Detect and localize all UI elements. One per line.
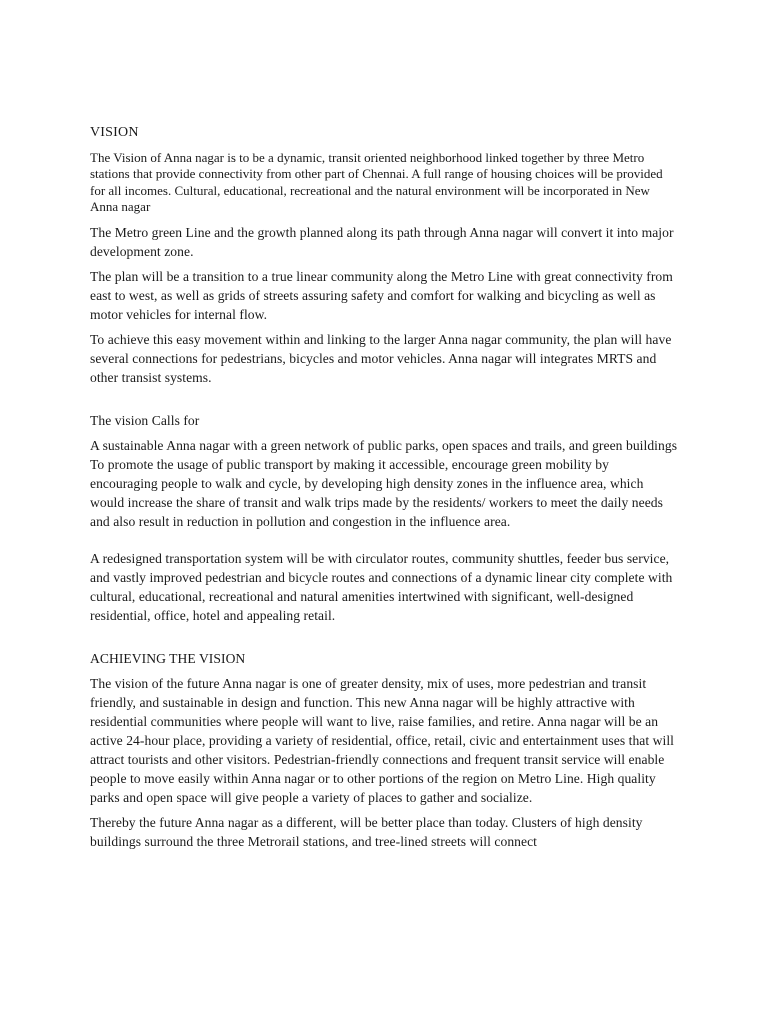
section-spacer (90, 393, 680, 411)
plan-paragraph: The plan will be a transition to a true linear community along the Metro Line with great connectivity from east to west, as well as grids of streets assuring safety and comfort for walking and bicycling as well as motor vehicles for internal flow. (90, 268, 673, 322)
redesign-paragraph: A redesigned transportation system will be with circulator routes, community shuttles, feeder bus service, and vastly improved pedestrian and bicycle routes and connections of a dynamic linear city complete with cultural, educational, recreational and natural amenities intertwined with significant, well-designed residential, office, hotel and appealing retail. (90, 550, 673, 623)
metro-paragraph: The Metro green Line and the growth planned along its path through Anna nagar will convert it into major development zone. (90, 224, 674, 259)
document-page (90, 124, 680, 857)
achieving-heading: ACHIEVING THE VISION (90, 650, 246, 666)
transport-paragraph: To promote the usage of public transport by making it accessible, encourage green mobility by encouraging people to walk and cycle, by developing high density zones in the influence area, which would increase the share of transit and walk trips made by the residents/ workers to meet the daily needs and also result in reduction in pollution and congestion in the influence area. (90, 456, 663, 529)
movement-paragraph: To achieve this easy movement within and linking to the larger Anna nagar community, the plan will have several connections for pedestrians, bicycles and motor vehicles. Anna nagar will integrates MRTS and other transist systems. (90, 331, 672, 385)
thereby-paragraph: Thereby the future Anna nagar as a different, will be better place than today. Clusters of high density buildings surround the three Metrorail stations, and tree-lined streets will connect (90, 814, 643, 849)
calls-for-heading: The vision Calls for (90, 412, 200, 428)
section-spacer (90, 537, 680, 549)
section-spacer (90, 631, 680, 649)
vision-paragraph: The Vision of Anna nagar is to be a dynamic, transit oriented neighborhood linked together by three Metro stations that provide connectivity from other part of Chennai. A full range of housing choices will be provided for all incomes. Cultural, educational, recreational and the natural environment will be incorporated in New Anna nagar (90, 150, 663, 215)
sustainable-paragraph: A sustainable Anna nagar with a green network of public parks, open spaces and trails, and green buildings (90, 437, 678, 453)
future-paragraph: The vision of the future Anna nagar is one of greater density, mix of uses, more pedestrian and transit friendly, and sustainable in design and function. This new Anna nagar will be highly attractive with residential communities where people will want to live, raise families, and retire. Anna nagar will be an active 24-hour place, providing a variety of residential, office, retail, civic and entertainment uses that will attract tourists and other visitors. Pedestrian-friendly connections and frequent transit service will enable people to move easily within Anna nagar or to other portions of the region on Metro Line. High quality parks and open space will give people a variety of places to gather and socialize. (90, 675, 675, 805)
vision-heading: VISION (90, 125, 139, 140)
